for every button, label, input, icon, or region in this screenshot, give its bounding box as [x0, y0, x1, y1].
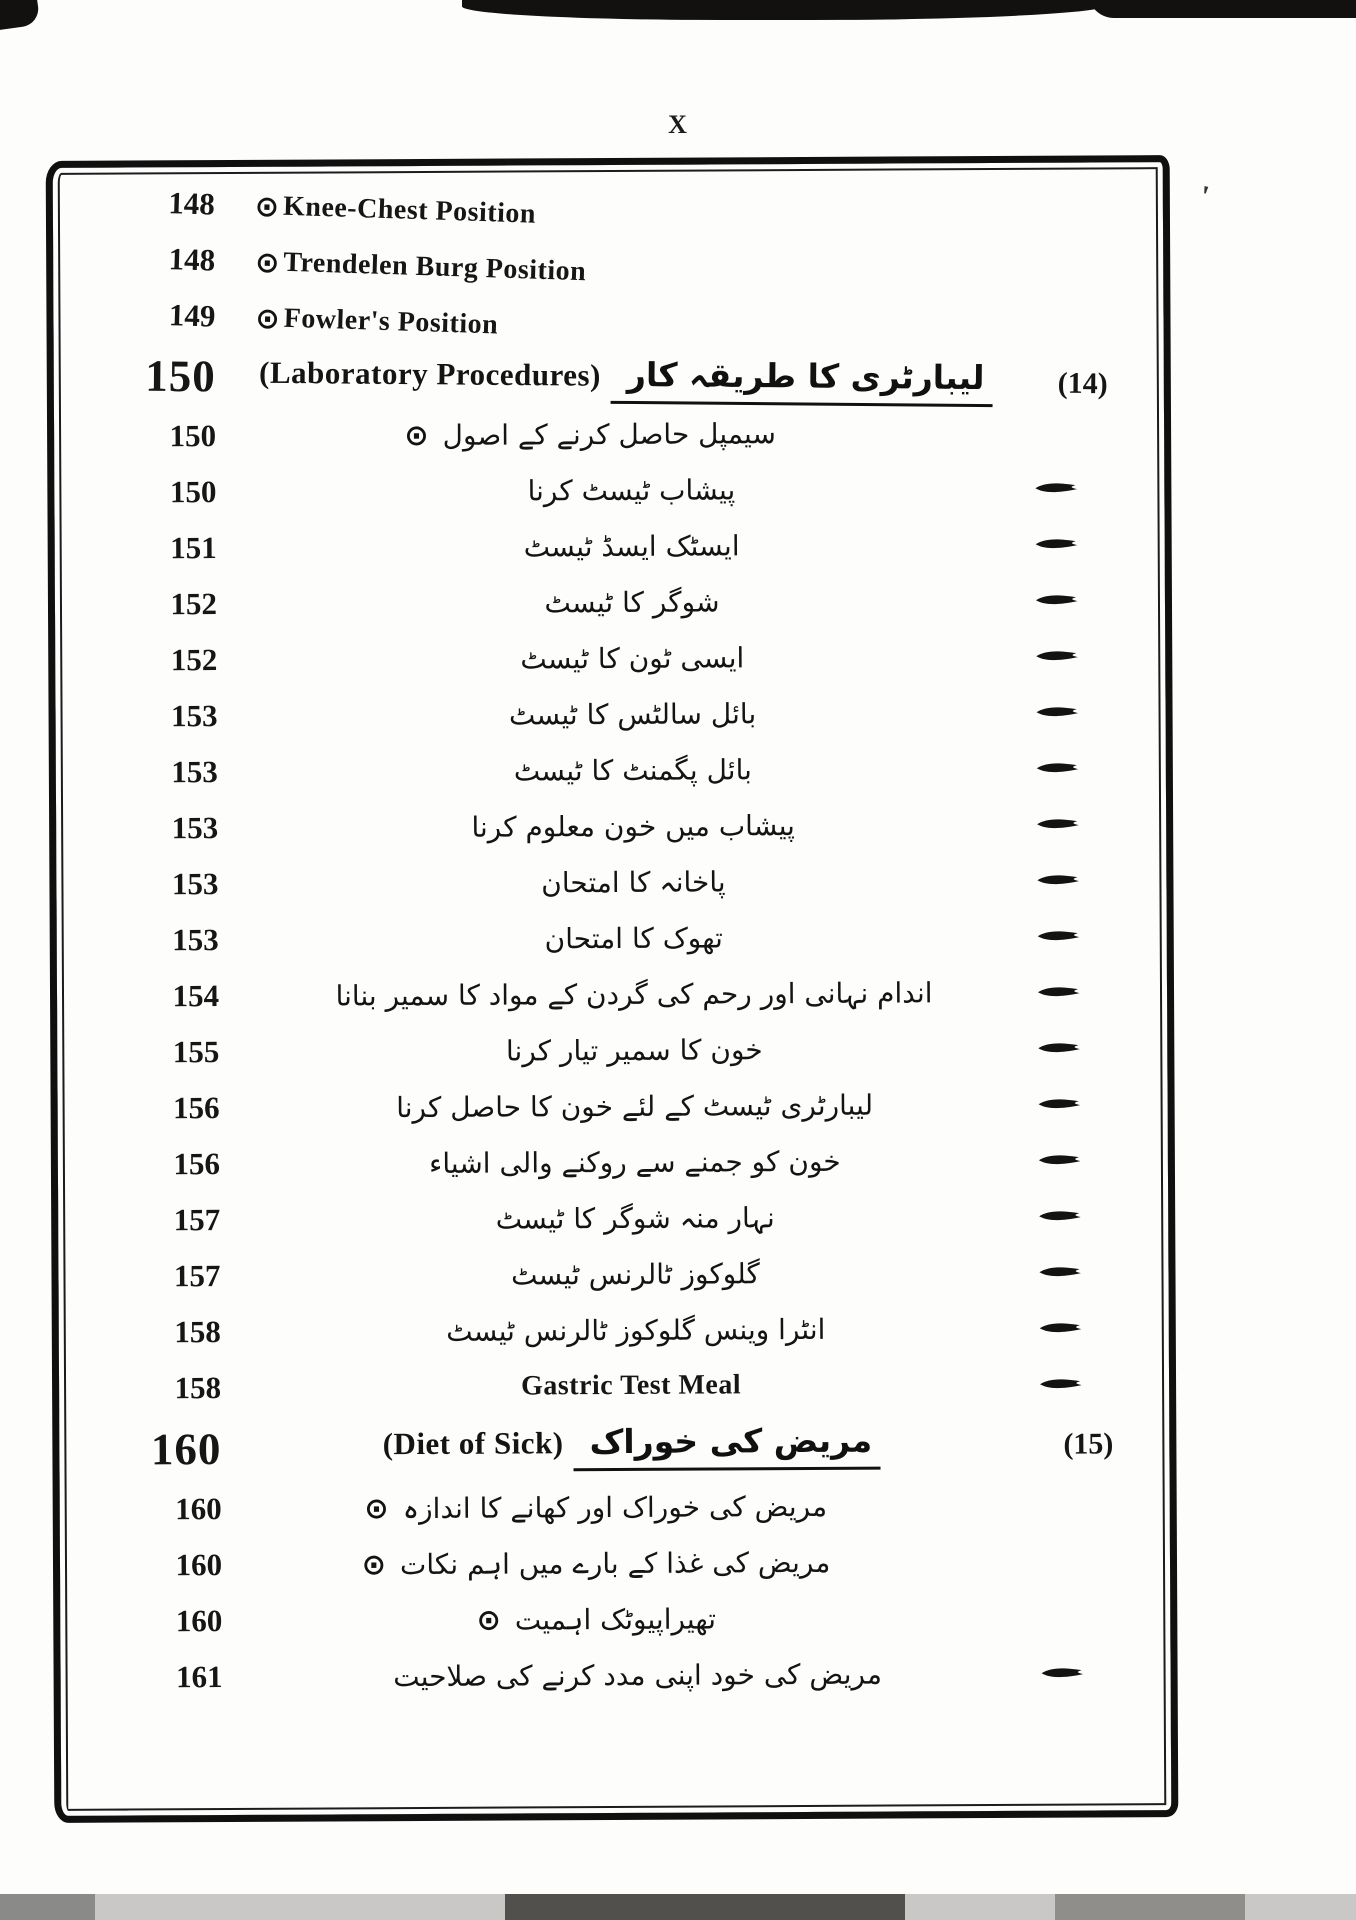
page-number: 150: [145, 350, 217, 401]
toc-row: [60, 1532, 1170, 1594]
toc-row: [60, 1476, 1170, 1538]
entry-text: پیشاب میں خون معلوم کرنا: [471, 808, 795, 844]
row-right-zone: [1014, 1588, 1156, 1645]
row-right-zone: [1010, 851, 1152, 908]
row-right-zone: [1008, 459, 1150, 516]
toc-row: [60, 1588, 1170, 1650]
arrow-bullet-icon: [1037, 1039, 1083, 1056]
toc-row: [59, 1355, 1169, 1417]
entry-text: بائل سالٹس کا ٹیسٹ: [508, 696, 757, 732]
page-number: 150: [169, 418, 217, 454]
page-number: 160: [175, 1491, 222, 1527]
arrow-bullet-icon: [1038, 1095, 1084, 1112]
toc-entry: [245, 583, 1009, 620]
toc-entry: [247, 1031, 1011, 1068]
row-right-zone: [1006, 201, 1150, 261]
toc-row: [60, 1644, 1170, 1706]
toc-row: [58, 1131, 1168, 1193]
page-number: 150: [169, 474, 217, 510]
arrow-bullet-icon: [1035, 535, 1081, 552]
row-right-zone: [1009, 683, 1151, 740]
toc-entry: [248, 1255, 1012, 1292]
row-right-zone: [1012, 1243, 1154, 1300]
toc-row: [55, 515, 1165, 577]
entry-text: اندام نہانی اور رحم کی گردن کے مواد کا سمیر بنانا: [335, 975, 933, 1012]
circle-bullet-icon: ⊙: [476, 1602, 501, 1637]
row-right-zone: [1009, 627, 1151, 684]
circle-bullet-icon: ⊙: [254, 300, 281, 336]
toc-row: [58, 1243, 1168, 1305]
toc-entry: [246, 863, 1010, 900]
entry-text: پاخانہ کا امتحان: [541, 864, 726, 899]
row-right-zone: [1007, 350, 1150, 416]
page-number: 160: [150, 1423, 222, 1474]
entry-text: ایسی ٹون کا ٹیسٹ: [520, 640, 745, 675]
toc-entry: [247, 919, 1011, 956]
toc-row: [56, 739, 1166, 801]
row-right-zone: [1012, 1131, 1154, 1188]
page-number: 153: [171, 866, 219, 902]
toc-row: [54, 342, 1165, 417]
scan-artifact-top-right: [1088, 0, 1356, 18]
row-right-zone: [1011, 1019, 1153, 1076]
entry-text: مریض کی خوراک اور کھانے کا اندازہ: [402, 1489, 828, 1525]
scan-artifact-top-left: [0, 0, 41, 31]
arrow-bullet-icon: [1039, 1319, 1085, 1336]
page-number: 160: [175, 1603, 223, 1639]
page-number: 157: [173, 1258, 221, 1294]
arrow-bullet-icon: [1034, 479, 1080, 496]
heading-latin-text: (Diet of Sick): [382, 1425, 564, 1462]
arrow-bullet-icon: [1036, 759, 1082, 776]
arrow-bullet-icon: [1038, 1207, 1084, 1224]
toc-entry: [248, 1143, 1012, 1180]
arrow-bullet-icon: [1038, 1151, 1084, 1168]
entry-text: Trendelen Burg Position: [282, 246, 587, 288]
entry-text: مریض کی خود اپنی مدد کرنے کی صلاحیت: [393, 1657, 883, 1693]
scan-artifact-band-segment: [0, 1894, 95, 1920]
entry-text: تھوک کا امتحان: [544, 920, 723, 955]
row-right-zone: [1013, 1355, 1155, 1412]
toc-row: [57, 963, 1167, 1025]
circle-bullet-icon: ⊙: [404, 417, 429, 452]
toc-entry: [244, 416, 936, 453]
arrow-bullet-icon: [1035, 591, 1081, 608]
scan-artifact-top-center: [462, 0, 1110, 20]
arrow-bullet-icon: [1037, 983, 1083, 1000]
arrow-bullet-icon: [1039, 1375, 1085, 1392]
row-right-zone: [1013, 1299, 1155, 1356]
toc-entry: [245, 527, 1009, 564]
row-right-zone: [1010, 795, 1152, 852]
toc-row: [56, 851, 1166, 913]
toc-row: [55, 627, 1165, 689]
page-number: 156: [173, 1090, 220, 1126]
scan-artifact-band-segment: [505, 1894, 905, 1920]
toc-row: [57, 1019, 1167, 1081]
circle-bullet-icon: ⊙: [254, 188, 280, 224]
row-right-zone: [1006, 257, 1150, 317]
toc-row: [56, 795, 1166, 857]
page-number: 158: [174, 1370, 222, 1406]
arrow-bullet-icon: [1037, 927, 1083, 944]
page-number: 153: [172, 922, 219, 958]
row-right-zone: [1013, 1411, 1155, 1477]
entry-text: تھیراپیوٹک اہمیت: [514, 1601, 717, 1637]
arrow-bullet-icon: [1041, 1664, 1087, 1681]
row-right-zone: [1011, 1075, 1153, 1132]
section-heading: [259, 352, 993, 407]
entry-text: انٹرا وینس گلوکوز ٹالرنس ٹیسٹ: [446, 1312, 826, 1348]
entry-text: بائل پگمنٹ کا ٹیسٹ: [513, 752, 752, 788]
page-number: 152: [170, 642, 218, 678]
entry-text: نہار منہ شوگر کا ٹیسٹ: [495, 1200, 775, 1236]
toc-entry: [249, 1420, 1013, 1473]
row-right-zone: [1014, 1476, 1156, 1533]
page-number: 149: [168, 297, 217, 334]
page-number: 154: [172, 978, 220, 1014]
toc-entry: [250, 1489, 942, 1526]
toc-entry: [244, 352, 1008, 408]
folio-roman-numeral: X: [668, 110, 688, 139]
entry-text: لیبارٹری ٹیسٹ کے لئے خون کا حاصل کرنا: [396, 1088, 874, 1124]
toc-rows: [53, 170, 1171, 1706]
arrow-bullet-icon: [1036, 815, 1082, 832]
toc-entry: [251, 1656, 1015, 1693]
arrow-bullet-icon: [1035, 647, 1081, 664]
arrow-bullet-icon: [1036, 703, 1082, 720]
arrow-bullet-icon: [1038, 1263, 1084, 1280]
row-right-zone: [1011, 907, 1153, 964]
page-number: 153: [171, 810, 219, 846]
toc-row: [55, 571, 1165, 633]
toc-entry: [246, 751, 1010, 788]
page-number: 155: [172, 1034, 220, 1070]
entry-text: خون کا سمیر تیار کرنا: [505, 1032, 763, 1068]
entry-text: Fowler's Position: [283, 302, 499, 341]
circle-bullet-icon: ⊙: [254, 244, 280, 280]
section-number: (14): [1057, 366, 1108, 400]
toc-row: [57, 907, 1167, 969]
row-right-zone: [1012, 1187, 1154, 1244]
row-right-zone: [1009, 571, 1151, 628]
toc-row: [59, 1299, 1169, 1361]
entry-text: ایسٹک ایسڈ ٹیسٹ: [523, 528, 740, 563]
page-number: 152: [170, 586, 218, 622]
page-number: 156: [173, 1146, 221, 1182]
page-number: 151: [170, 530, 217, 566]
toc-entry: [245, 695, 1009, 732]
toc-entry: [249, 1368, 1013, 1404]
entry-text: سیمپل حاصل کرنے کے اصول: [442, 416, 776, 452]
entry-text: Knee-Chest Position: [282, 190, 537, 230]
toc-entry: [249, 1311, 1013, 1348]
heading-urdu-text: مریض کی خوراک: [573, 1421, 880, 1472]
row-right-zone: [1014, 1532, 1156, 1589]
heading-latin-text: (Laboratory Procedures): [258, 354, 602, 393]
toc-entry: [250, 1601, 942, 1638]
entry-text: خون کو جمنے سے روکنے والی اشیاء: [429, 1144, 841, 1180]
toc-entry: [246, 807, 1010, 844]
toc-row: [54, 459, 1164, 521]
toc-entry: [245, 639, 1009, 676]
row-right-zone: [1011, 963, 1153, 1020]
toc-entry: [248, 1087, 1012, 1124]
heading-urdu-text: لیبارٹری کا طریقہ کار: [611, 355, 993, 407]
entry-text: پیشاب ٹیسٹ کرنا: [527, 472, 736, 507]
page-number: 153: [171, 754, 218, 790]
toc-row: [55, 683, 1165, 745]
section-heading: [383, 1421, 881, 1473]
toc-row: [57, 1075, 1167, 1137]
row-right-zone: [1009, 515, 1151, 572]
arrow-bullet-icon: [1036, 871, 1082, 888]
toc-entry: [250, 1545, 942, 1582]
toc-row: [58, 1187, 1168, 1249]
toc-row: [59, 1411, 1169, 1482]
entry-text: گلوکوز ٹالرنس ٹیسٹ: [511, 1256, 760, 1292]
entry-text: Gastric Test Meal: [520, 1369, 742, 1402]
scan-artifact-bottom-band: [0, 1894, 1356, 1920]
page-number: 148: [167, 185, 216, 222]
scan-artifact-band-segment: [1055, 1894, 1245, 1920]
page-number: 158: [174, 1314, 221, 1350]
page-number: 148: [168, 241, 216, 278]
row-right-zone: [1010, 739, 1152, 796]
circle-bullet-icon: ⊙: [361, 1546, 387, 1581]
toc-entry: [247, 975, 1011, 1012]
page-number: 161: [176, 1659, 223, 1695]
entry-text: شوگر کا ٹیسٹ: [544, 584, 720, 619]
row-right-zone: [1014, 1644, 1156, 1701]
section-number: (15): [1063, 1426, 1114, 1461]
page-number: 157: [173, 1202, 221, 1238]
toc-entry: [248, 1199, 1012, 1236]
entry-text: مریض کی غذا کے بارے میں اہم نکات: [399, 1545, 831, 1581]
page-number: 160: [175, 1547, 223, 1583]
scan-speck: ': [1196, 179, 1212, 214]
toc-entry: [244, 471, 1008, 508]
page-border-frame: [46, 155, 1179, 1823]
circle-bullet-icon: ⊙: [364, 1490, 389, 1525]
page-number: 153: [170, 698, 218, 734]
